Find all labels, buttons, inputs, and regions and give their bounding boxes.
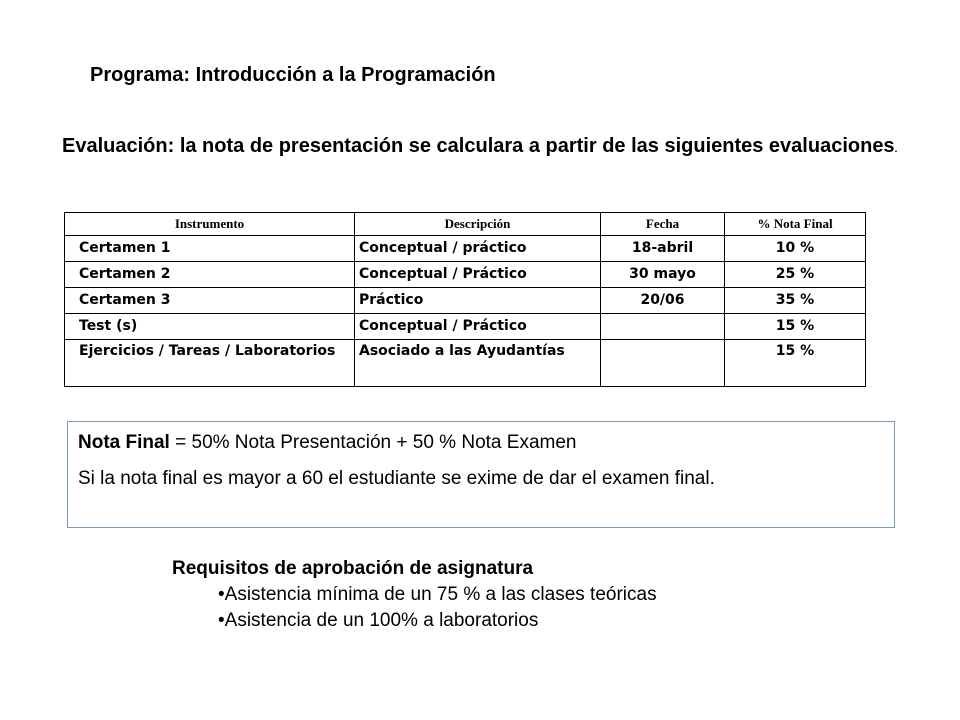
header-instrumento: Instrumento [65, 213, 355, 236]
evaluation-text: Evaluación: la nota de presentación se calculara a partir de las siguientes evaluaciones [62, 135, 895, 157]
cell-descripcion: Conceptual / Práctico [355, 314, 601, 340]
cell-fecha: 20/06 [601, 288, 725, 314]
table-row [65, 288, 866, 314]
cell-porcentaje: 35 % [725, 288, 866, 314]
table-row [65, 236, 866, 262]
cell-porcentaje: 15 % [725, 340, 866, 387]
cell-porcentaje: 25 % [725, 262, 866, 288]
requirements-section [172, 558, 657, 634]
cell-instrumento: Certamen 1 [65, 236, 355, 262]
cell-fecha: 18-abril [601, 236, 725, 262]
cell-instrumento: Certamen 2 [65, 262, 355, 288]
cell-instrumento: Certamen 3 [65, 288, 355, 314]
header-descripcion: Descripción [355, 213, 601, 236]
requirements-list [172, 582, 657, 634]
evaluation-trailing-dot: . [894, 144, 898, 155]
final-grade-box [67, 421, 895, 528]
table-header-row [65, 213, 866, 236]
cell-instrumento: Test (s) [65, 314, 355, 340]
final-grade-formula [78, 432, 894, 454]
cell-descripcion: Práctico [355, 288, 601, 314]
final-grade-expression: = 50% Nota Presentación + 50 % Nota Examen [169, 432, 577, 453]
cell-porcentaje: 10 % [725, 236, 866, 262]
cell-descripcion: Asociado a las Ayudantías [355, 340, 601, 387]
cell-descripcion: Conceptual / práctico [355, 236, 601, 262]
cell-instrumento: Ejercicios / Tareas / Laboratorios [65, 340, 355, 387]
header-porcentaje: % Nota Final [725, 213, 866, 236]
evaluation-table [64, 212, 866, 387]
requirements-title: Requisitos de aprobación de asignatura [172, 558, 534, 579]
exemption-rule: Si la nota final es mayor a 60 el estudiante se exime de dar el examen final. [78, 468, 715, 489]
cell-fecha: 30 mayo [601, 262, 725, 288]
header-fecha: Fecha [601, 213, 725, 236]
final-grade-label: Nota Final [78, 432, 170, 453]
cell-fecha [601, 314, 725, 340]
cell-porcentaje: 15 % [725, 314, 866, 340]
program-title: Programa: Introducción a la Programación [90, 64, 496, 86]
list-item: •Asistencia de un 100% a laboratorios [218, 610, 539, 631]
cell-descripcion: Conceptual / Práctico [355, 262, 601, 288]
list-item: •Asistencia mínima de un 75 % a las clases teóricas [218, 584, 657, 605]
table-row [65, 340, 866, 387]
table-row [65, 314, 866, 340]
evaluation-intro [62, 132, 922, 164]
table-row [65, 262, 866, 288]
cell-fecha [601, 340, 725, 387]
